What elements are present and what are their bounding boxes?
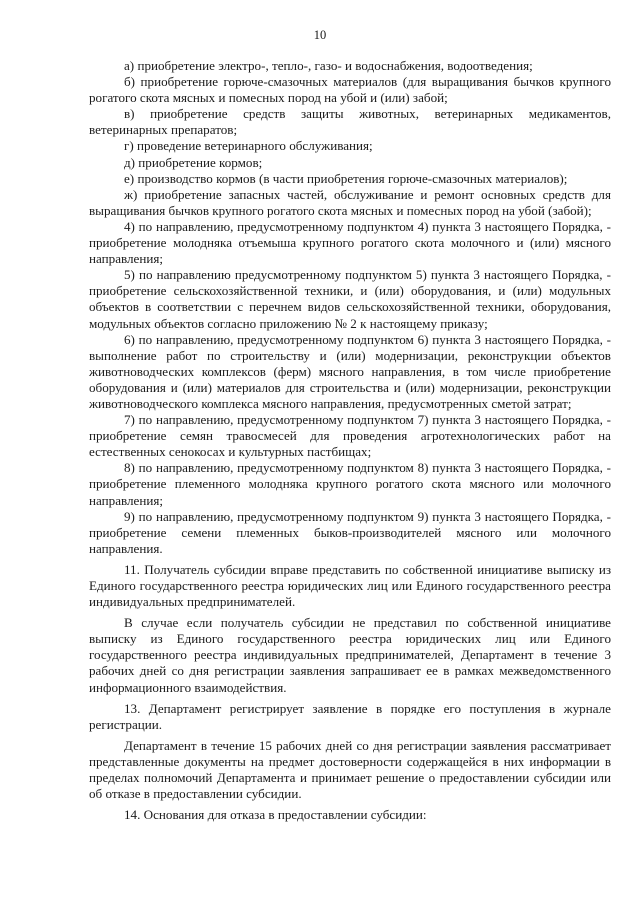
paragraph: В случае если получатель субсидии не представил по собственной инициативе выписку из Единого государственного реестра юридических лиц или Единого государственного реестра индивидуальных предпринимателей, Департамент в течение 3 рабочих дней со дня регистрации заявления запрашивает ее в рамках межведомственного информационного взаимодействия.	[89, 615, 611, 695]
paragraph: а) приобретение электро-, тепло-, газо- и водоснабжения, водоотведения;	[124, 58, 533, 73]
paragraph: 6) по направлению, предусмотренному подпунктом 6) пункта 3 настоящего Порядка, - выполнение работ по строительству и (или) модернизации, реконструкции объектов животноводческих комплексов (ферм) мясного направления, в том числе приобретение оборудования и (или) материалов для строительства и (или) модернизации, реконструкции животноводческого комплекса мясного направления, предусмотренных сметой затрат;	[89, 331, 611, 411]
paragraph: ж) приобретение запасных частей, обслуживание и ремонт основных средств для выращивания бычков крупного рогатого скота мясных и помесных пород на убой (забой);	[89, 186, 611, 218]
paragraph: 13. Департамент регистрирует заявление в порядке его поступления в журнале регистрации.	[89, 700, 611, 732]
paragraph: г) проведение ветеринарного обслуживания;	[124, 138, 373, 154]
document-body	[89, 58, 611, 823]
paragraph: 11. Получатель субсидии вправе представить по собственной инициативе выписку из Единого государственного реестра юридических лиц или Единого государственного реестра индивидуальных предпринимателей.	[89, 561, 611, 610]
paragraph: е) производство кормов (в части приобретения горюче-смазочных материалов);	[124, 170, 568, 186]
paragraph: 4) по направлению, предусмотренному подпунктом 4) пункта 3 настоящего Порядка, - приобретение молодняка отъемыша крупного рогатого скота молочного и (или) мясного направления;	[89, 218, 611, 267]
paragraph: б) приобретение горюче-смазочных материалов (для выращивания бычков крупного рогатого скота мясных и помесных пород на убой и (или) забой;	[89, 74, 611, 106]
paragraph: 5) по направлению предусмотренному подпунктом 5) пункта 3 настоящего Порядка, - приобретение сельскохозяйственной техники, и (или) оборудования, и (или) модульных объектов в соответствии с перечнем видов сельскохозяйственной техники, оборудования, модульных объектов согласно приложению № 2 к настоящему приказу;	[89, 267, 611, 331]
paragraph: в) приобретение средств защиты животных, ветеринарных медикаментов, ветеринарных препаратов;	[89, 106, 611, 138]
paragraph: 14. Основания для отказа в предоставлении субсидии:	[124, 807, 427, 823]
paragraph: 8) по направлению, предусмотренному подпунктом 8) пункта 3 настоящего Порядка, - приобретение племенного молодняка крупного рогатого скота мясного или молочного направления;	[89, 460, 611, 508]
page-number: 10	[313, 28, 327, 42]
paragraph: Департамент в течение 15 рабочих дней со дня регистрации заявления рассматривает представленные документы на предмет достоверности содержащейся в них информации в пределах полномочий Департамента и принимает решение о предоставлении субсидии или об отказе в предоставлении субсидии.	[89, 737, 611, 802]
paragraph: 7) по направлению, предусмотренному подпунктом 7) пункта 3 настоящего Порядка, - приобретение семян травосмесей для проведения агротехнологических работ на естественных сенокосах и культурных пастбищах;	[89, 412, 611, 460]
paragraph: д) приобретение кормов;	[124, 154, 263, 170]
paragraph: 9) по направлению, предусмотренному подпунктом 9) пункта 3 настоящего Порядка, - приобретение семени племенных быков-производителей мясного или молочного направления.	[89, 508, 611, 556]
